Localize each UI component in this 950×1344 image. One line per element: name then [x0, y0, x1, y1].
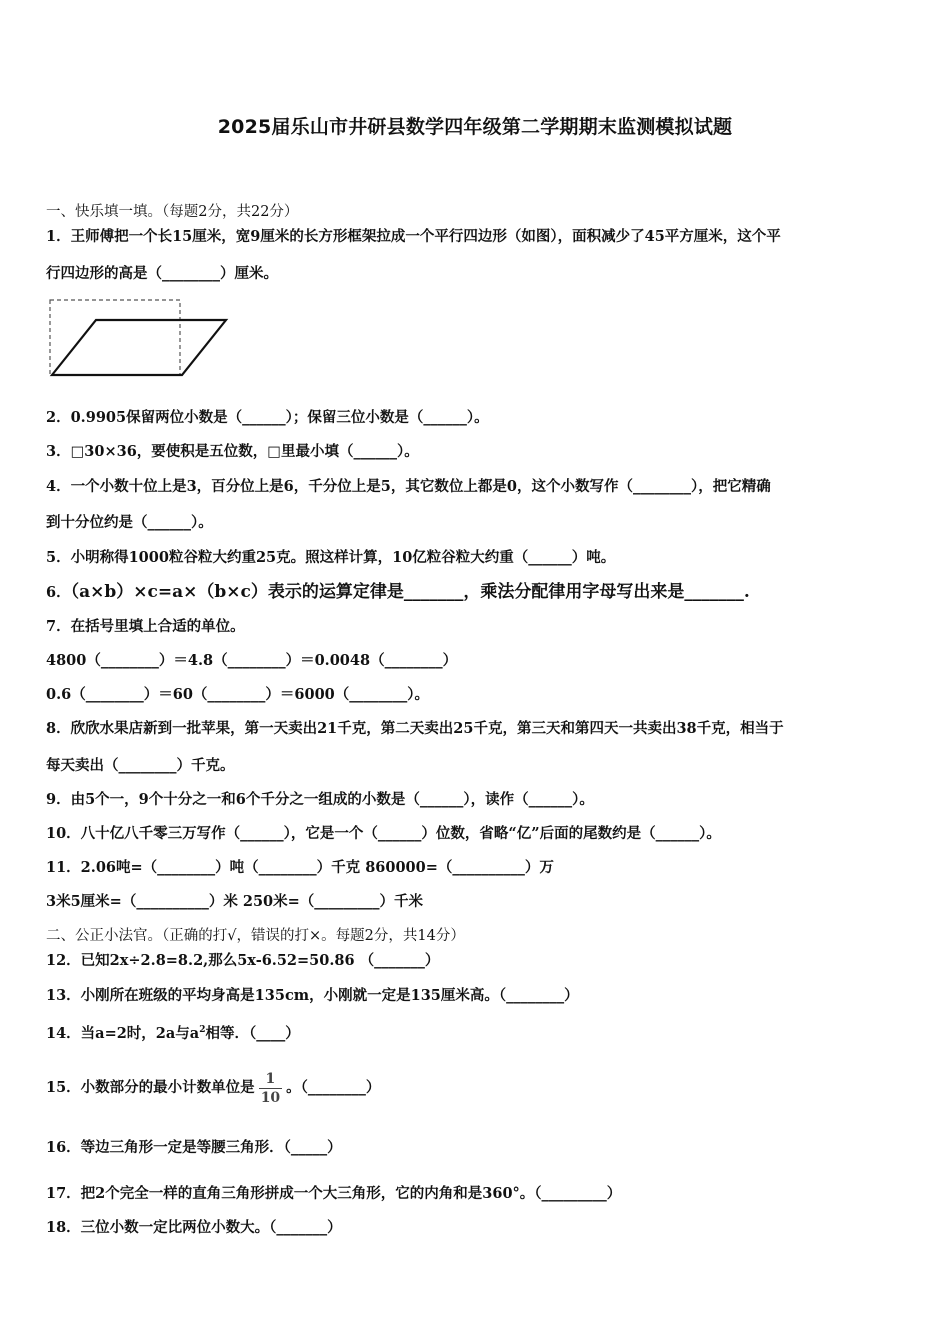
question-7: 7．在括号里填上合适的单位。 [46, 618, 245, 635]
parallelogram-shape [52, 320, 226, 375]
question-11-row-2: 3米5厘米=（__________）米 250米=（_________）千米 [46, 893, 424, 910]
question-10: 10．八十亿八千零三万写作（______），它是一个（______）位数，省略“亿”后面的尾数约是（______）。 [46, 825, 721, 842]
fraction-denominator: 10 [260, 1089, 281, 1106]
fraction-one-tenth [259, 1070, 282, 1107]
section-1-header: 一、快乐填一填。（每题2分，共22分） [46, 204, 299, 220]
question-11-row-1: 11．2.06吨=（________）吨（________）千克 860000=（__________）万 [46, 859, 554, 876]
question-8-line-1: 8．欣欣水果店新到一批苹果，第一天卖出21千克，第二天卖出25千克，第三天和第四天一共卖出38千克，相当于 [46, 720, 784, 737]
question-14-superscript: 2 [199, 1025, 206, 1035]
question-15-text: 15．小数部分的最小计数单位是 [46, 1079, 255, 1096]
question-16: 16．等边三角形一定是等腰三角形．（_____） [46, 1139, 342, 1156]
question-17: 17．把2个完全一样的直角三角形拼成一个大三角形，它的内角和是360°。（_________） [46, 1185, 622, 1202]
fraction-numerator: 1 [259, 1070, 282, 1089]
question-4-line-2: 到十分位约是（______）。 [46, 514, 213, 531]
question-1-line-2: 行四边形的高是（________）厘米。 [46, 265, 278, 282]
question-7-row-1: 4800（________）＝4.8（________）＝0.0048（________） [46, 652, 458, 669]
page-title: 2025届乐山市井研县数学四年级第二学期期末监测模拟试题 [217, 116, 733, 138]
question-13: 13．小刚所在班级的平均身高是135cm，小刚就一定是135厘米高。（________） [46, 987, 579, 1004]
question-1-line-1: 1．王师傅把一个长15厘米，宽9厘米的长方形框架拉成一个平行四边形（如图），面积减少了45平方厘米，这个平 [46, 228, 781, 245]
parallelogram-figure [46, 296, 236, 380]
dashed-rectangle [50, 300, 180, 375]
question-14-suffix: 相等．（____） [205, 1024, 300, 1042]
question-6-number: 6． [46, 584, 71, 601]
question-14 [46, 1020, 916, 1044]
question-15 [46, 1068, 916, 1108]
question-6-text: （a×b）×c=a×（b×c）表示的运算定律是_______，乘法分配律用字母写出来是_______. [70, 582, 750, 602]
question-15-suffix: 。（________） [286, 1079, 381, 1096]
question-12: 12．已知2x÷2.8=8.2,那么5x-6.52=50.86 （_______） [46, 952, 440, 969]
question-5: 5．小明称得1000粒谷粒大约重25克。照这样计算，10亿粒谷粒大约重（______）吨。 [46, 549, 616, 566]
question-18: 18．三位小数一定比两位小数大。（_______） [46, 1219, 342, 1236]
section-2-header: 二、公正小法官。（正确的打√，错误的打×。每题2分，共14分） [46, 928, 465, 944]
question-9: 9．由5个一，9个十分之一和6个千分之一组成的小数是（______），读作（______）。 [46, 791, 594, 808]
question-6 [46, 582, 916, 603]
question-7-row-2: 0.6（________）＝60（________）＝6000（________）。 [46, 686, 430, 703]
question-3: 3．□30×36，要使积是五位数，□里最小填（______）。 [46, 443, 419, 460]
question-4-line-1: 4．一个小数十位上是3，百分位上是6，千分位上是5，其它数位上都是0，这个小数写作（________），把它精确 [46, 478, 771, 495]
question-2: 2．0.9905保留两位小数是（______）；保留三位小数是（______）。 [46, 409, 489, 426]
question-14-text: 14．当a=2时，2a与a [46, 1024, 200, 1042]
question-8-line-2: 每天卖出（________）千克。 [46, 757, 235, 774]
